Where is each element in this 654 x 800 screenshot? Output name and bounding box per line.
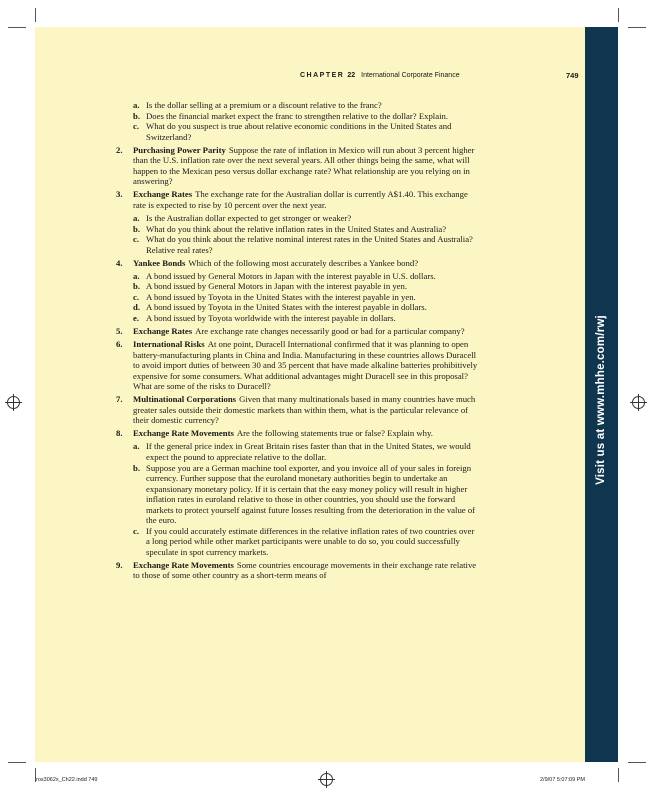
running-header [300,72,460,79]
chapter-title: International Corporate Finance [361,72,460,79]
chapter-number: 22 [347,72,356,79]
page-number: 749 [566,71,579,80]
question-6: 6. International Risks At one point, Duracell International confirmed that it was planning to open battery-manufacturing plants in China and India. Manufacturing in these countries allows Duracell to avoid import duties of between 30 and 35 percent that have made alkaline batteries prohibitively expensive for some consumers. What additional advantages might Duracell see in this proposal? What are some of the risks to Duracell? [116,338,478,392]
list-item: c. What do you suspect is true about relative economic conditions in the United States and Switzerland? [133,121,452,142]
crop-mark [618,768,619,782]
question-list [116,100,478,584]
list-item: c. If you could accurately estimate differences in the relative inflation rates of two countries over a long period while other market participants were unable to do so, you could successfully speculate in spot currency markets. [133,525,475,557]
question-3: 3. Exchange Rates The exchange rate for the Australian dollar is currently A$1.40. This exchange rate is expected to rise by 10 percent over the next year. [116,189,468,210]
list-item: a. Is the dollar selling at a premium or a discount relative to the franc? [133,100,382,110]
crop-mark [8,27,26,28]
question-4: 4. Yankee Bonds Which of the following most accurately describes a Yankee bond? [116,257,419,268]
list-item: b. Does the financial market expect the franc to strengthen relative to the dollar? Explain. [133,110,449,121]
question-8: 8. Exchange Rate Movements Are the following statements true or false? Explain why. [116,428,433,439]
continued-items [116,100,478,142]
sidebar-url-text: Visit us at www.mhhe.com/rwj [595,315,607,485]
question-8-items [116,441,478,557]
crop-mark [628,27,646,28]
list-item: b. What do you think about the relative inflation rates in the United States and Australia? [133,223,447,234]
chapter-label: CHAPTER [300,72,345,79]
question-9: 9. Exchange Rate Movements Some countries encourage movements in their exchange rate relative to those of some other country as a short-term means of [116,559,477,581]
list-item: d. A bond issued by Toyota in the United States with the interest payable in dollars. [133,302,427,313]
list-item: b. Suppose you are a German machine tool exporter, and you invoice all of your sales in foreign currency. Further suppose that the euroland monetary authorities begin to undertake an expansionary monetary policy. If it is certain that the easy money policy will result in higher inflation rates in euroland relative to those in other countries, you should use the forward markets to protect yourself against future losses resulting from the deterioration in the value of the euro. [133,462,476,526]
question-2: 2. Purchasing Power Parity Suppose the rate of inflation in Mexico will run about 3 percent higher than the U.S. inflation rate over the next several years. All other things being the same, what will happen to the Mexican peso versus dollar exchange rate? What relationship are you relying on in answering? [116,144,475,187]
question-4-items [116,271,478,324]
registration-mark-icon [7,396,20,409]
list-item: b. A bond issued by General Motors in Japan with the interest payable in yen. [133,281,408,292]
footer-timestamp: 2/9/07 5:07:09 PM [540,777,585,783]
list-item: a. If the general price index in Great Britain rises faster than that in the United States, we would expect the pound to appreciate relative to the dollar. [133,441,471,462]
question-3-items [116,213,478,255]
question-5: 5. Exchange Rates Are exchange rate changes necessarily good or bad for a particular company? [116,325,465,336]
crop-mark [8,762,26,763]
registration-mark-icon [632,396,645,409]
list-item: e. A bond issued by Toyota worldwide with the interest payable in dollars. [133,312,396,323]
registration-mark-icon [320,773,333,786]
list-item: c. A bond issued by Toyota in the United States with the interest payable in yen. [133,291,416,302]
crop-mark [35,8,36,22]
list-item: a. A bond issued by General Motors in Japan with the interest payable in U.S. dollars. [133,270,436,281]
crop-mark [618,8,619,22]
list-item: a. Is the Australian dollar expected to get stronger or weaker? [133,212,352,223]
list-item: c. What do you think about the relative nominal interest rates in the United States and Australia? Relative real rates? [133,234,473,255]
footer-file-slug: ros3062x_Ch22.indd 749 [36,777,98,783]
question-7: 7. Multinational Corporations Given that many multinationals based in many countries have much greater sales outside their domestic markets than within them, what is the particular relevance of their domestic currency? [116,394,476,426]
crop-mark [628,762,646,763]
